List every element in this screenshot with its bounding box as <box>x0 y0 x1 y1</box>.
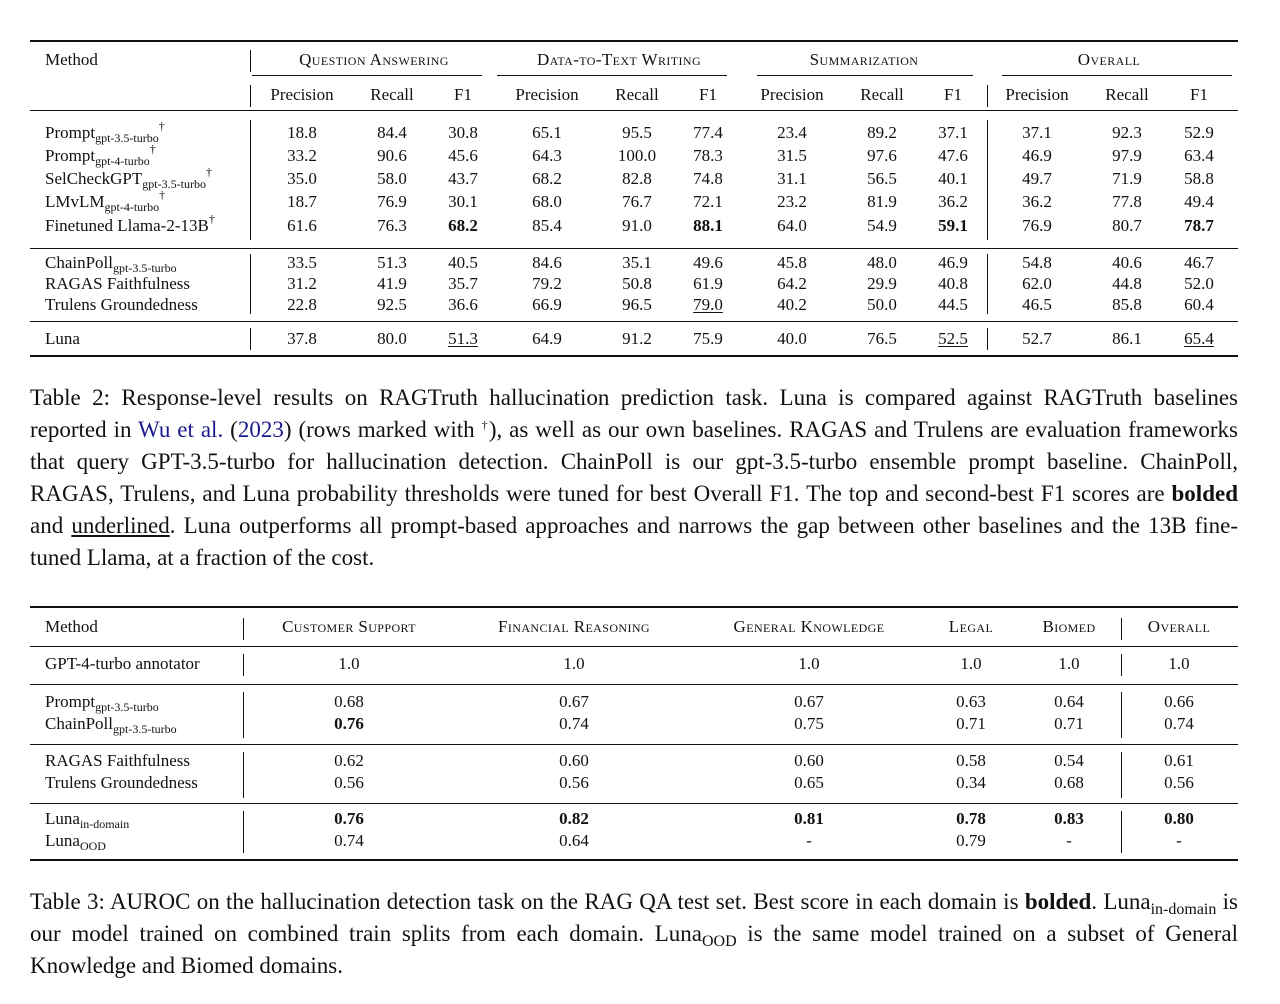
table-cell: 0.68 <box>1054 773 1084 792</box>
table-cell: 22.8 <box>287 295 317 314</box>
table-cell: 0.68 <box>334 692 364 711</box>
table-cell: 23.4 <box>777 123 807 142</box>
caption-underlined-word: underlined <box>71 513 170 538</box>
table-cell: 0.64 <box>1054 692 1084 711</box>
table-cell: 71.9 <box>1112 169 1142 188</box>
table-cell: 44.8 <box>1112 274 1142 293</box>
caption-subscript: OOD <box>701 933 737 950</box>
table-cell: 85.8 <box>1112 295 1142 314</box>
column-subheader: F1 <box>454 85 472 104</box>
table-cell: 0.80 <box>1164 809 1194 828</box>
table-cell: 37.1 <box>1022 123 1052 142</box>
section-rule <box>30 744 1238 745</box>
column-subheader: Recall <box>370 85 414 104</box>
method-label: LMvLM <box>45 192 105 211</box>
table-cell: 50.8 <box>622 274 652 293</box>
table-2-caption <box>30 382 1238 574</box>
table-cell: 0.71 <box>956 714 986 733</box>
table-cell: 52.9 <box>1184 123 1214 142</box>
table-cell: 0.76 <box>334 714 364 733</box>
table-cell: 49.7 <box>1022 169 1052 188</box>
table-cell: 60.4 <box>1184 295 1214 314</box>
table-cell: 0.56 <box>1164 773 1194 792</box>
table-cell: 91.2 <box>622 329 652 348</box>
method-label: RAGAS Faithfulness <box>45 751 190 770</box>
method-name <box>45 142 156 168</box>
dagger-mark: † <box>205 165 212 179</box>
method-label: Prompt <box>45 146 96 165</box>
table-cell: 40.2 <box>777 295 807 314</box>
method-name <box>45 165 212 191</box>
table-cell: 90.6 <box>377 146 407 165</box>
table-cell: 0.58 <box>956 751 986 770</box>
table-cell: 36.6 <box>448 295 478 314</box>
table-cell: 0.64 <box>559 831 589 850</box>
dagger-mark: † <box>208 212 215 226</box>
group-header-qa: Question Answering <box>299 50 449 69</box>
table-cell: 18.7 <box>287 192 317 211</box>
table-cell: 52.7 <box>1022 329 1052 348</box>
method-label: ChainPoll <box>45 714 114 733</box>
table-cell: 46.7 <box>1184 253 1214 272</box>
column-separator <box>250 328 251 350</box>
table-cell: 77.8 <box>1112 192 1142 211</box>
table-cell: 0.67 <box>794 692 824 711</box>
column-separator <box>987 254 988 314</box>
column-separator <box>1121 618 1122 640</box>
table-cell: 62.0 <box>1022 274 1052 293</box>
table-cell: 64.9 <box>532 329 562 348</box>
group-rule <box>1002 75 1232 76</box>
table-cell: 63.4 <box>1184 146 1214 165</box>
method-name <box>45 253 177 273</box>
table-cell: 79.0 <box>693 295 723 314</box>
method-label: ChainPoll <box>45 253 114 272</box>
table-cell: 40.8 <box>938 274 968 293</box>
column-separator <box>250 120 251 240</box>
table-cell: 64.2 <box>777 274 807 293</box>
table-cell: 72.1 <box>693 192 723 211</box>
table-cell: 46.9 <box>1022 146 1052 165</box>
table-cell: 40.6 <box>1112 253 1142 272</box>
table-cell: 65.4 <box>1184 329 1214 348</box>
top-rule <box>30 40 1238 42</box>
table-cell: 84.6 <box>532 253 562 272</box>
table-cell: 45.8 <box>777 253 807 272</box>
table-cell: 85.4 <box>532 216 562 235</box>
table-3-caption <box>30 886 1238 982</box>
table-cell: 1.0 <box>960 654 982 673</box>
caption-luna: Luna <box>654 921 702 946</box>
table-cell: 0.81 <box>794 809 824 828</box>
table-cell: - <box>1066 831 1072 850</box>
dagger-mark: † <box>159 188 166 202</box>
method-label: Finetuned Llama-2-13B <box>45 216 209 235</box>
method-name <box>45 831 106 851</box>
header-rule <box>30 646 1238 647</box>
column-separator <box>1121 654 1122 676</box>
table-cell: 74.8 <box>693 169 723 188</box>
table-cell: 37.8 <box>287 329 317 348</box>
column-separator <box>1121 692 1122 738</box>
method-label: SelCheckGPT <box>45 169 143 188</box>
table-cell: 0.62 <box>334 751 364 770</box>
table-cell: 0.71 <box>1054 714 1084 733</box>
table-cell: 68.2 <box>448 216 478 235</box>
table-cell: 40.1 <box>938 169 968 188</box>
column-subheader: F1 <box>699 85 717 104</box>
table-cell: 35.0 <box>287 169 317 188</box>
table-cell: 0.74 <box>1164 714 1194 733</box>
table-cell: 0.61 <box>1164 751 1194 770</box>
table-cell: 0.83 <box>1054 809 1084 828</box>
table-cell: - <box>1176 831 1182 850</box>
table-cell: 0.56 <box>559 773 589 792</box>
table-cell: 44.5 <box>938 295 968 314</box>
table-cell: 77.4 <box>693 123 723 142</box>
table-cell: 36.2 <box>938 192 968 211</box>
column-subheader: Recall <box>860 85 904 104</box>
header-rule <box>30 110 1238 111</box>
table-cell: 52.5 <box>938 329 968 348</box>
table-cell: 0.76 <box>334 809 364 828</box>
group-rule <box>252 75 482 76</box>
table-cell: 35.7 <box>448 274 478 293</box>
table-cell: 30.1 <box>448 192 478 211</box>
table-cell: 56.5 <box>867 169 897 188</box>
method-subscript: gpt-3.5-turbo <box>95 131 159 145</box>
column-header: Financial Reasoning <box>498 617 650 636</box>
method-name <box>45 212 215 236</box>
method-subscript: OOD <box>79 839 106 853</box>
table-cell: 36.2 <box>1022 192 1052 211</box>
table-3 <box>30 606 1238 866</box>
table-cell: 80.7 <box>1112 216 1142 235</box>
table-cell: 76.7 <box>622 192 652 211</box>
table-cell: 61.6 <box>287 216 317 235</box>
column-separator <box>243 692 244 738</box>
table-cell: 50.0 <box>867 295 897 314</box>
table-cell: 1.0 <box>1168 654 1190 673</box>
table-cell: 86.1 <box>1112 329 1142 348</box>
column-separator <box>250 85 251 107</box>
column-separator <box>243 752 244 798</box>
table-cell: 46.5 <box>1022 295 1052 314</box>
caption-text: and <box>30 513 72 538</box>
table-cell: 97.9 <box>1112 146 1142 165</box>
table-cell: 0.79 <box>956 831 986 850</box>
method-label: Luna <box>45 809 80 828</box>
table-cell: 82.8 <box>622 169 652 188</box>
top-rule <box>30 606 1238 608</box>
table-cell: 1.0 <box>338 654 360 673</box>
column-subheader: Precision <box>515 85 579 104</box>
table-cell: 0.34 <box>956 773 986 792</box>
table-cell: 76.3 <box>377 216 407 235</box>
section-rule <box>30 803 1238 804</box>
column-header: Legal <box>948 617 994 636</box>
column-header: Customer Support <box>282 617 416 636</box>
table-cell: 0.67 <box>559 692 589 711</box>
table-cell: 76.9 <box>377 192 407 211</box>
table-cell: 31.5 <box>777 146 807 165</box>
method-name <box>45 809 129 829</box>
table-cell: 49.6 <box>693 253 723 272</box>
method-name <box>45 329 80 349</box>
method-label: Luna <box>45 329 80 348</box>
table-cell: 47.6 <box>938 146 968 165</box>
table-cell: 61.9 <box>693 274 723 293</box>
column-subheader: F1 <box>944 85 962 104</box>
caption-bold-word: bolded <box>1024 889 1092 914</box>
table-cell: 76.5 <box>867 329 897 348</box>
table-cell: 0.74 <box>334 831 364 850</box>
table-cell: 35.1 <box>622 253 652 272</box>
group-rule <box>497 75 727 76</box>
table-cell: 18.8 <box>287 123 317 142</box>
table-cell: 45.6 <box>448 146 478 165</box>
table-cell: 58.0 <box>377 169 407 188</box>
caption-subscript: in-domain <box>1150 901 1217 918</box>
table-cell: 79.2 <box>532 274 562 293</box>
table-cell: 40.5 <box>448 253 478 272</box>
column-separator <box>1121 752 1122 798</box>
method-subscript: gpt-3.5-turbo <box>113 261 177 275</box>
table-cell: 23.2 <box>777 192 807 211</box>
table-cell: 37.1 <box>938 123 968 142</box>
method-name <box>45 274 190 294</box>
table-cell: 48.0 <box>867 253 897 272</box>
table-cell: 96.5 <box>622 295 652 314</box>
table-cell: 100.0 <box>617 146 657 165</box>
table-cell: 1.0 <box>798 654 820 673</box>
citation-year-link[interactable]: 2023 <box>237 417 284 442</box>
table-cell: 0.60 <box>559 751 589 770</box>
method-name <box>45 654 200 674</box>
table-cell: 78.3 <box>693 146 723 165</box>
method-subscript: gpt-4-turbo <box>104 200 160 214</box>
column-separator <box>250 254 251 314</box>
column-separator <box>987 328 988 350</box>
column-subheader: Precision <box>1005 85 1069 104</box>
column-subheader: Recall <box>1105 85 1149 104</box>
caption-bold-word: bolded <box>1171 481 1238 506</box>
table-cell: 0.56 <box>334 773 364 792</box>
method-subscript: gpt-3.5-turbo <box>113 722 177 736</box>
method-label: Trulens Groundedness <box>45 773 198 792</box>
dagger-mark: † <box>481 418 489 432</box>
table-cell: 65.1 <box>532 123 562 142</box>
column-header: Biomed <box>1042 617 1096 636</box>
method-label: RAGAS Faithfulness <box>45 274 190 293</box>
table-cell: 0.54 <box>1054 751 1084 770</box>
table-cell: 33.2 <box>287 146 317 165</box>
table-cell: 43.7 <box>448 169 478 188</box>
column-separator <box>250 50 251 72</box>
column-separator <box>243 654 244 676</box>
table-cell: 31.1 <box>777 169 807 188</box>
method-header: Method <box>45 617 98 636</box>
table-cell: 68.0 <box>532 192 562 211</box>
dagger-mark: † <box>158 119 165 133</box>
table-cell: 30.8 <box>448 123 478 142</box>
table-cell: 0.82 <box>559 809 589 828</box>
table-cell: 51.3 <box>448 329 478 348</box>
section-rule <box>30 321 1238 322</box>
section-rule <box>30 248 1238 249</box>
caption-text: ) (rows marked with <box>283 417 482 442</box>
method-name <box>45 188 166 214</box>
table-cell: 54.9 <box>867 216 897 235</box>
table-cell: 0.66 <box>1164 692 1194 711</box>
table-cell: 54.8 <box>1022 253 1052 272</box>
table-cell: 89.2 <box>867 123 897 142</box>
table-cell: 76.9 <box>1022 216 1052 235</box>
caption-luna: Luna <box>1103 889 1151 914</box>
caption-text: . <box>1091 889 1098 914</box>
group-rule <box>757 75 973 76</box>
method-subscript: in-domain <box>79 817 130 831</box>
method-label: GPT-4-turbo annotator <box>45 654 200 673</box>
bottom-rule <box>30 859 1238 861</box>
table-cell: 41.9 <box>377 274 407 293</box>
method-label: Trulens Groundedness <box>45 295 198 314</box>
method-header: Method <box>45 50 98 69</box>
table-cell: 31.2 <box>287 274 317 293</box>
column-subheader: Recall <box>615 85 659 104</box>
table-cell: 92.3 <box>1112 123 1142 142</box>
method-name <box>45 751 190 771</box>
table-cell: 64.3 <box>532 146 562 165</box>
table-cell: 49.4 <box>1184 192 1214 211</box>
table-cell: 1.0 <box>1058 654 1080 673</box>
caption-text: . Luna outperforms all prompt-based approaches and narrows the gap between other baselines and the 13B fine-tuned Llama, at a fraction of the cost. <box>30 513 1238 570</box>
caption-text: is our model trained on combined train splits from each domain. <box>30 889 1239 946</box>
group-header-d2t: Data-to-Text Writing <box>536 50 702 69</box>
column-subheader: Precision <box>760 85 824 104</box>
caption-text: ), as well as our own baselines. RAGAS and Trulens are evaluation frameworks that query GPT-3.5-turbo for hallucination detection. ChainPoll is our gpt-3.5-turbo ensemble prompt baseline. ChainPoll, RAGAS, Trulens, and Luna probability thresholds were tuned for best Overall F1. The top and second-best F1 scores are <box>30 417 1238 506</box>
column-separator <box>243 811 244 853</box>
table-cell: 0.78 <box>956 809 986 828</box>
group-header-summ: Summarization <box>809 50 919 69</box>
table-cell: 29.9 <box>867 274 897 293</box>
table-cell: 95.5 <box>622 123 652 142</box>
method-name <box>45 773 198 793</box>
table-cell: 97.6 <box>867 146 897 165</box>
method-name <box>45 692 159 712</box>
table-cell: 51.3 <box>377 253 407 272</box>
table-cell: 81.9 <box>867 192 897 211</box>
table-cell: 0.65 <box>794 773 824 792</box>
table-2 <box>30 40 1238 360</box>
table-cell: 52.0 <box>1184 274 1214 293</box>
table-cell: 64.0 <box>777 216 807 235</box>
caption-text: Table 2: Response-level results on RAGTruth hallucination prediction task. Luna is compared against RAGTruth baselines reported in <box>30 385 1238 442</box>
table-cell: 75.9 <box>693 329 723 348</box>
caption-text: is the same model trained on a subset of General Knowledge and Biomed domains. <box>30 921 1238 978</box>
table-cell: 0.74 <box>559 714 589 733</box>
table-cell: 33.5 <box>287 253 317 272</box>
caption-text: Table 3: AUROC on the hallucination detection task on the RAG QA test set. Best score in each domain is <box>30 889 1025 914</box>
table-cell: 88.1 <box>693 216 723 235</box>
table-cell: 0.75 <box>794 714 824 733</box>
column-subheader: Precision <box>270 85 334 104</box>
column-subheader: F1 <box>1190 85 1208 104</box>
column-separator <box>1121 811 1122 853</box>
method-name <box>45 295 198 315</box>
section-rule <box>30 684 1238 685</box>
table-cell: 46.9 <box>938 253 968 272</box>
table-cell: 0.60 <box>794 751 824 770</box>
method-subscript: gpt-3.5-turbo <box>142 177 206 191</box>
column-separator <box>243 618 244 640</box>
table-cell: 80.0 <box>377 329 407 348</box>
bottom-rule <box>30 355 1238 357</box>
caption-text: ( <box>223 417 238 442</box>
column-header: Overall <box>1147 617 1211 636</box>
table-cell: 66.9 <box>532 295 562 314</box>
table-cell: 59.1 <box>938 216 968 235</box>
table-cell: 91.0 <box>622 216 652 235</box>
table-cell: 1.0 <box>563 654 585 673</box>
citation-link[interactable]: Wu et al. <box>138 417 224 442</box>
table-cell: 92.5 <box>377 295 407 314</box>
table-cell: - <box>806 831 812 850</box>
table-cell: 78.7 <box>1184 216 1214 235</box>
method-subscript: gpt-3.5-turbo <box>95 700 159 714</box>
column-separator <box>987 120 988 240</box>
column-separator <box>987 85 988 107</box>
method-name <box>45 714 177 734</box>
method-name <box>45 119 165 145</box>
table-cell: 58.8 <box>1184 169 1214 188</box>
method-label: Prompt <box>45 123 96 142</box>
table-cell: 0.63 <box>956 692 986 711</box>
group-header-overall: Overall <box>1077 50 1141 69</box>
dagger-mark: † <box>149 142 156 156</box>
method-subscript: gpt-4-turbo <box>95 154 150 168</box>
method-label: Prompt <box>45 692 96 711</box>
method-label: Luna <box>45 831 80 850</box>
table-cell: 84.4 <box>377 123 407 142</box>
table-cell: 40.0 <box>777 329 807 348</box>
table-cell: 68.2 <box>532 169 562 188</box>
column-header: General Knowledge <box>733 617 885 636</box>
